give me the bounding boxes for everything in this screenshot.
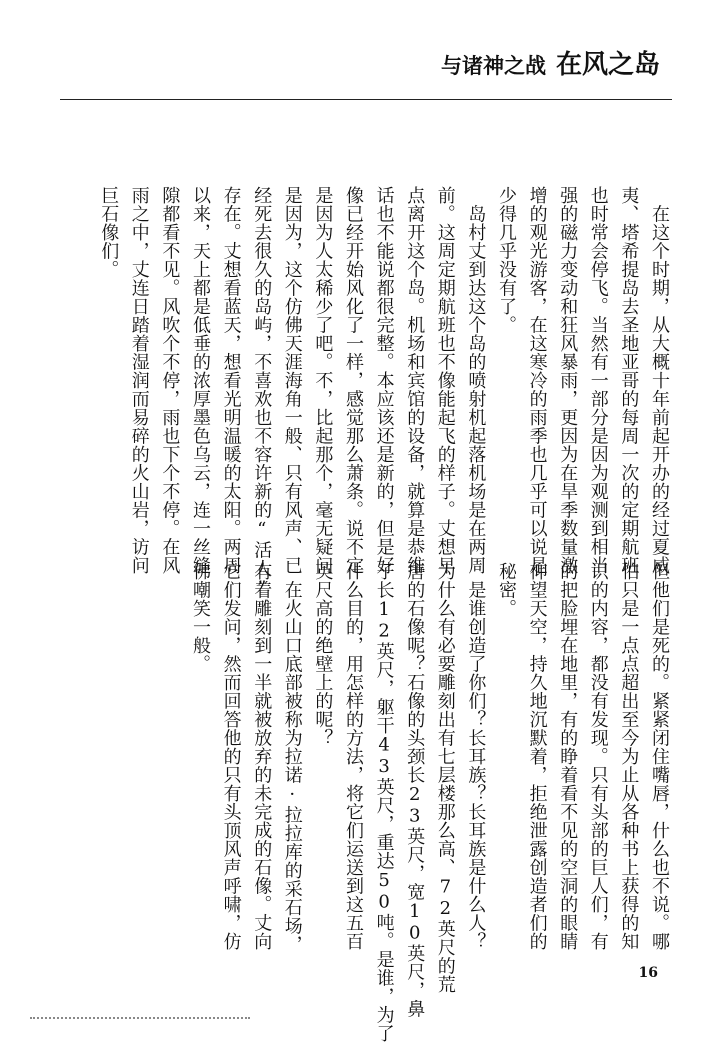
text-column: 秘密。 [496, 562, 517, 618]
text-column: 经死去很久的岛屿，不喜欢也不容许新的“活人” [251, 186, 273, 599]
text-column: 为什么有必要雕刻出有七层楼那么高、72英尺的荒 [434, 562, 456, 994]
text-column: 唐的石像呢？石像的头颈长23英尺，宽10英尺，鼻 [404, 562, 426, 1018]
text-column: 识的内容，都没有发现。只有头部的巨人们，有 [587, 562, 609, 951]
text-column: 隙都看不见。风吹个不停，雨也下个不停。在风 [159, 186, 181, 575]
text-column: 存在。丈想看蓝天，想看光明温暖的太阳。两周 [220, 186, 242, 575]
text-column: 什么目的，用怎样的方法，将它们运送到这五百 [343, 562, 364, 951]
header-rule [60, 99, 672, 100]
text-column: 少得几乎没有了。 [496, 186, 517, 334]
text-column: 岛村丈到达这个岛的喷射机起落机场是在两周 [465, 186, 487, 575]
text-column: 以来，天上都是低垂的浓厚墨色乌云，连一丝缝 [190, 186, 211, 575]
text-column: 也时常会停飞。当然有一部分是因为观测到相当 [587, 186, 609, 575]
text-column: 前。这周定期航班也不像能起飞的样子。丈想早 [434, 186, 456, 575]
text-column: 有着雕刻到一半就被放弃的未完成的石像。丈向 [251, 562, 273, 951]
text-column: 强的磁力变动和狂风暴雨，更因为在旱季数量激 [557, 186, 579, 575]
page-number: 16 [638, 965, 658, 981]
text-column: 话也不能说都很完整。本应该还是新的，但是好 [373, 186, 395, 575]
text-column: 仰望天空，持久地沉默着，拒绝泄露创造者们的 [526, 562, 548, 951]
text-column: 像已经开始风化了一样，感觉那么萧条。说不定 [343, 186, 364, 575]
text-column: 是因为，这个仿佛天涯海角一般、只有风声、已 [281, 186, 303, 575]
text-column: 点离开这个岛。机场和宾馆的设备，就算是恭维 [404, 186, 426, 575]
footer-rule [30, 1017, 250, 1019]
text-column: 在火山口底部被称为拉诺·拉拉库的采石场， [281, 562, 303, 954]
text-column: 增的观光游客，在这寒冷的雨季也几乎可以说是 [526, 186, 548, 575]
text-column: 但他们是死的。紧紧闭住嘴唇，什么也不说。哪 [649, 562, 670, 951]
header-chapter-title: 在风之岛 [555, 50, 660, 80]
text-column: 英尺高的绝壁上的呢？ [312, 562, 334, 747]
text-column: 子长12英尺，躯干43英尺，重达50吨。是谁，为了 [373, 562, 395, 1043]
running-header [441, 44, 660, 81]
text-column: 它们发问，然而回答他的只有头顶风声呼啸，仿 [220, 562, 242, 951]
text-column: 夷、塔希提岛去圣地亚哥的每周一次的定期航班 [618, 186, 640, 575]
text-column: 是谁创造了你们？长耳族？长耳族是什么人？ [465, 562, 487, 951]
text-column: 佛嘲笑一般。 [190, 562, 211, 673]
header-series-title: 与诸神之战 [440, 53, 546, 78]
text-column: 是因为人太稀少了吧。不，比起那个，毫无疑问 [312, 186, 334, 575]
text-column: 雨之中，丈连日踏着湿润而易碎的火山岩，访问 [128, 186, 150, 575]
text-column: 怕只是一点点超出至今为止从各种书上获得的知 [618, 562, 640, 951]
text-column: 在这个时期，从大概十年前起开办的经过夏威 [649, 186, 670, 575]
text-column: 巨石像们。 [98, 186, 120, 279]
text-column: 的把脸埋在地里，有的睁着看不见的空洞的眼睛 [557, 562, 579, 951]
